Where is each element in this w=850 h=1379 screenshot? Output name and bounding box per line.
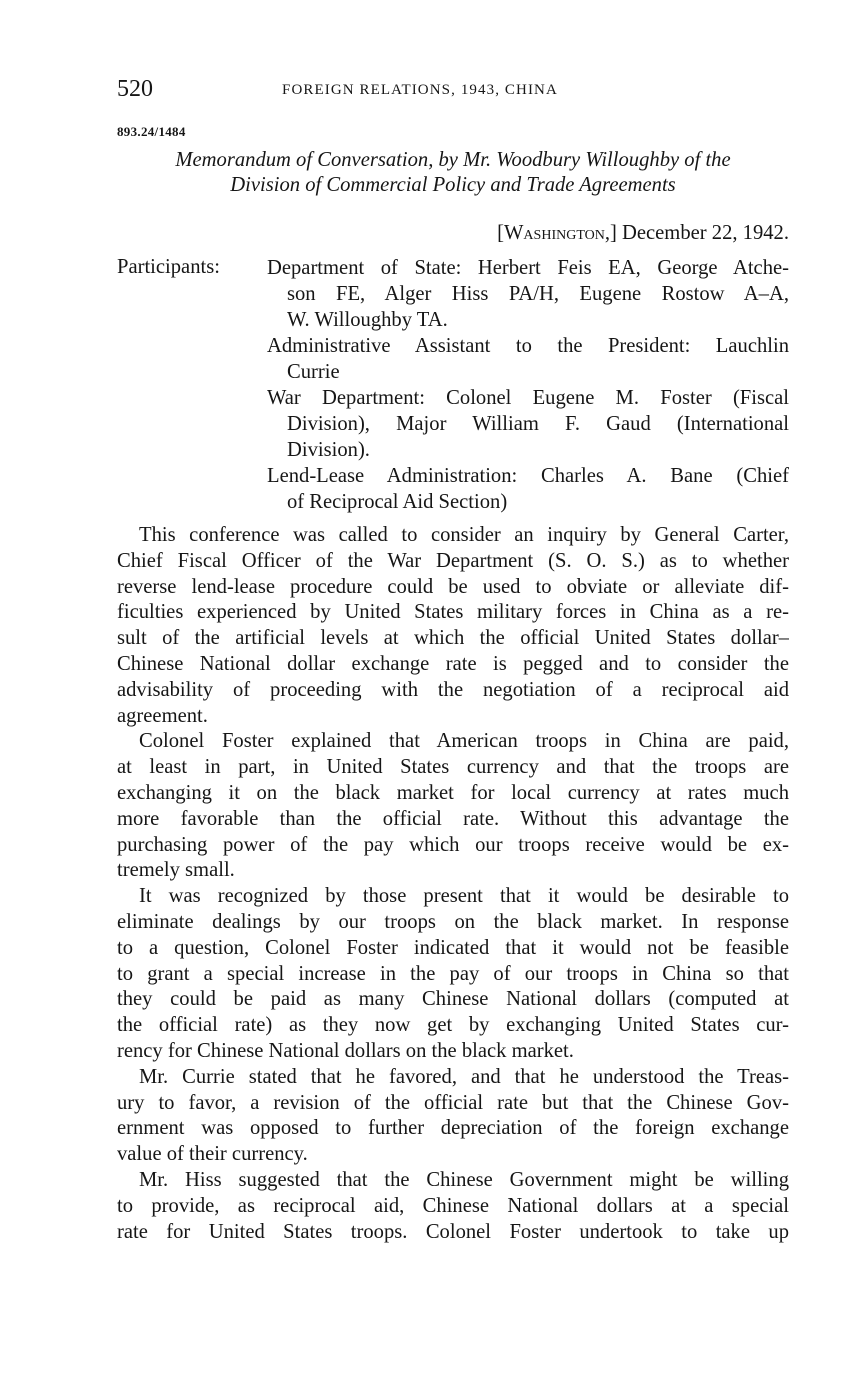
text-line: reverse lend-lease procedure could be used to obviate or alleviate dif- [117, 575, 789, 598]
paragraph [117, 523, 789, 729]
text-line: ury to favor, a revision of the official rate but that the Chinese Gov- [117, 1091, 789, 1114]
page-number: 520 [117, 76, 153, 102]
text-line: Mr. Currie stated that he favored, and that he understood the Treas- [139, 1065, 789, 1088]
page-header [117, 76, 789, 108]
participant-line: Currie [287, 360, 340, 383]
participant-entry [267, 464, 789, 516]
text-line: tremely small. [117, 859, 235, 882]
text-line: rency for Chinese National dollars on the black market. [117, 1039, 574, 1062]
text-line: at least in part, in United States currency and that the troops are [117, 756, 789, 779]
participant-line: War Department: Colonel Eugene M. Foster (Fiscal [267, 387, 789, 409]
text-line: to grant a special increase in the pay of our troops in China so that [117, 962, 789, 985]
participant-line: Department of State: Herbert Feis EA, George Atche- [267, 257, 789, 279]
text-line: to a question, Colonel Foster indicated that it would not be feasible [117, 936, 789, 959]
document-title [117, 148, 789, 198]
text-line: This conference was called to consider an inquiry by General Carter, [139, 524, 789, 546]
participant-entry [267, 386, 789, 463]
participant-line: of Reciprocal Aid Section) [287, 490, 508, 513]
text-line: agreement. [117, 704, 208, 727]
running-head: FOREIGN RELATIONS, 1943, CHINA [282, 82, 558, 98]
text-line: eliminate dealings by our troops on the black market. In response [117, 910, 789, 933]
text-line: ficulties experienced by United States military forces in China as a re- [117, 601, 789, 624]
title-line: Memorandum of Conversation, by Mr. Woodbury Willoughby of the [175, 149, 731, 171]
text-line: rate for United States troops. Colonel Foster undertook to take up [117, 1220, 789, 1243]
participant-line: Lend-Lease Administration: Charles A. Bane (Chief [267, 465, 789, 487]
participant-line: W. Willoughby TA. [287, 308, 448, 331]
text-line: more favorable than the official rate. Without this advantage the [117, 807, 789, 830]
participant-line: Division), Major William F. Gaud (International [287, 412, 789, 435]
text-line: Mr. Hiss suggested that the Chinese Government might be willing [139, 1168, 789, 1191]
text-line: Chief Fiscal Officer of the War Department (S. O. S.) as to whether [117, 549, 789, 572]
participant-entry [267, 334, 789, 386]
memorandum-body [117, 523, 789, 1245]
participant-line: Administrative Assistant to the President: Lauchlin [267, 335, 789, 357]
title-line: Division of Commercial Policy and Trade Agreements [230, 174, 676, 196]
text-line: purchasing power of the pay which our troops receive would be ex- [117, 833, 789, 856]
text-line: advisability of proceeding with the negotiation of a reciprocal aid [117, 678, 789, 701]
text-line: to provide, as reciprocal aid, Chinese National dollars at a special [117, 1194, 789, 1217]
participant-entry [267, 256, 789, 333]
text-line: exchanging it on the black market for local currency at rates much [117, 781, 789, 804]
text-line: sult of the artificial levels at which the official United States dollar– [117, 627, 789, 650]
participants-label: Participants: [117, 256, 220, 278]
paragraph [117, 884, 789, 1065]
dateline-place: [Washington,] [497, 222, 617, 244]
participant-line: son FE, Alger Hiss PA/H, Eugene Rostow A–A, [287, 282, 789, 305]
file-number: 893.24/1484 [117, 124, 186, 139]
dateline [497, 222, 789, 245]
participant-line: Division). [287, 438, 370, 461]
text-line: they could be paid as many Chinese National dollars (computed at [117, 988, 789, 1011]
paragraph [117, 729, 789, 884]
dateline-date: December 22, 1942. [622, 222, 789, 244]
text-line: Chinese National dollar exchange rate is pegged and to consider the [117, 652, 789, 675]
paragraph [117, 1065, 789, 1168]
text-line: the official rate) as they now get by exchanging United States cur- [117, 1014, 789, 1037]
text-line: It was recognized by those present that it would be desirable to [139, 885, 789, 908]
text-line: value of their currency. [117, 1143, 308, 1166]
text-line: ernment was opposed to further depreciation of the foreign exchange [117, 1117, 789, 1140]
text-line: Colonel Foster explained that American troops in China are paid, [139, 730, 789, 753]
paragraph [117, 1168, 789, 1245]
